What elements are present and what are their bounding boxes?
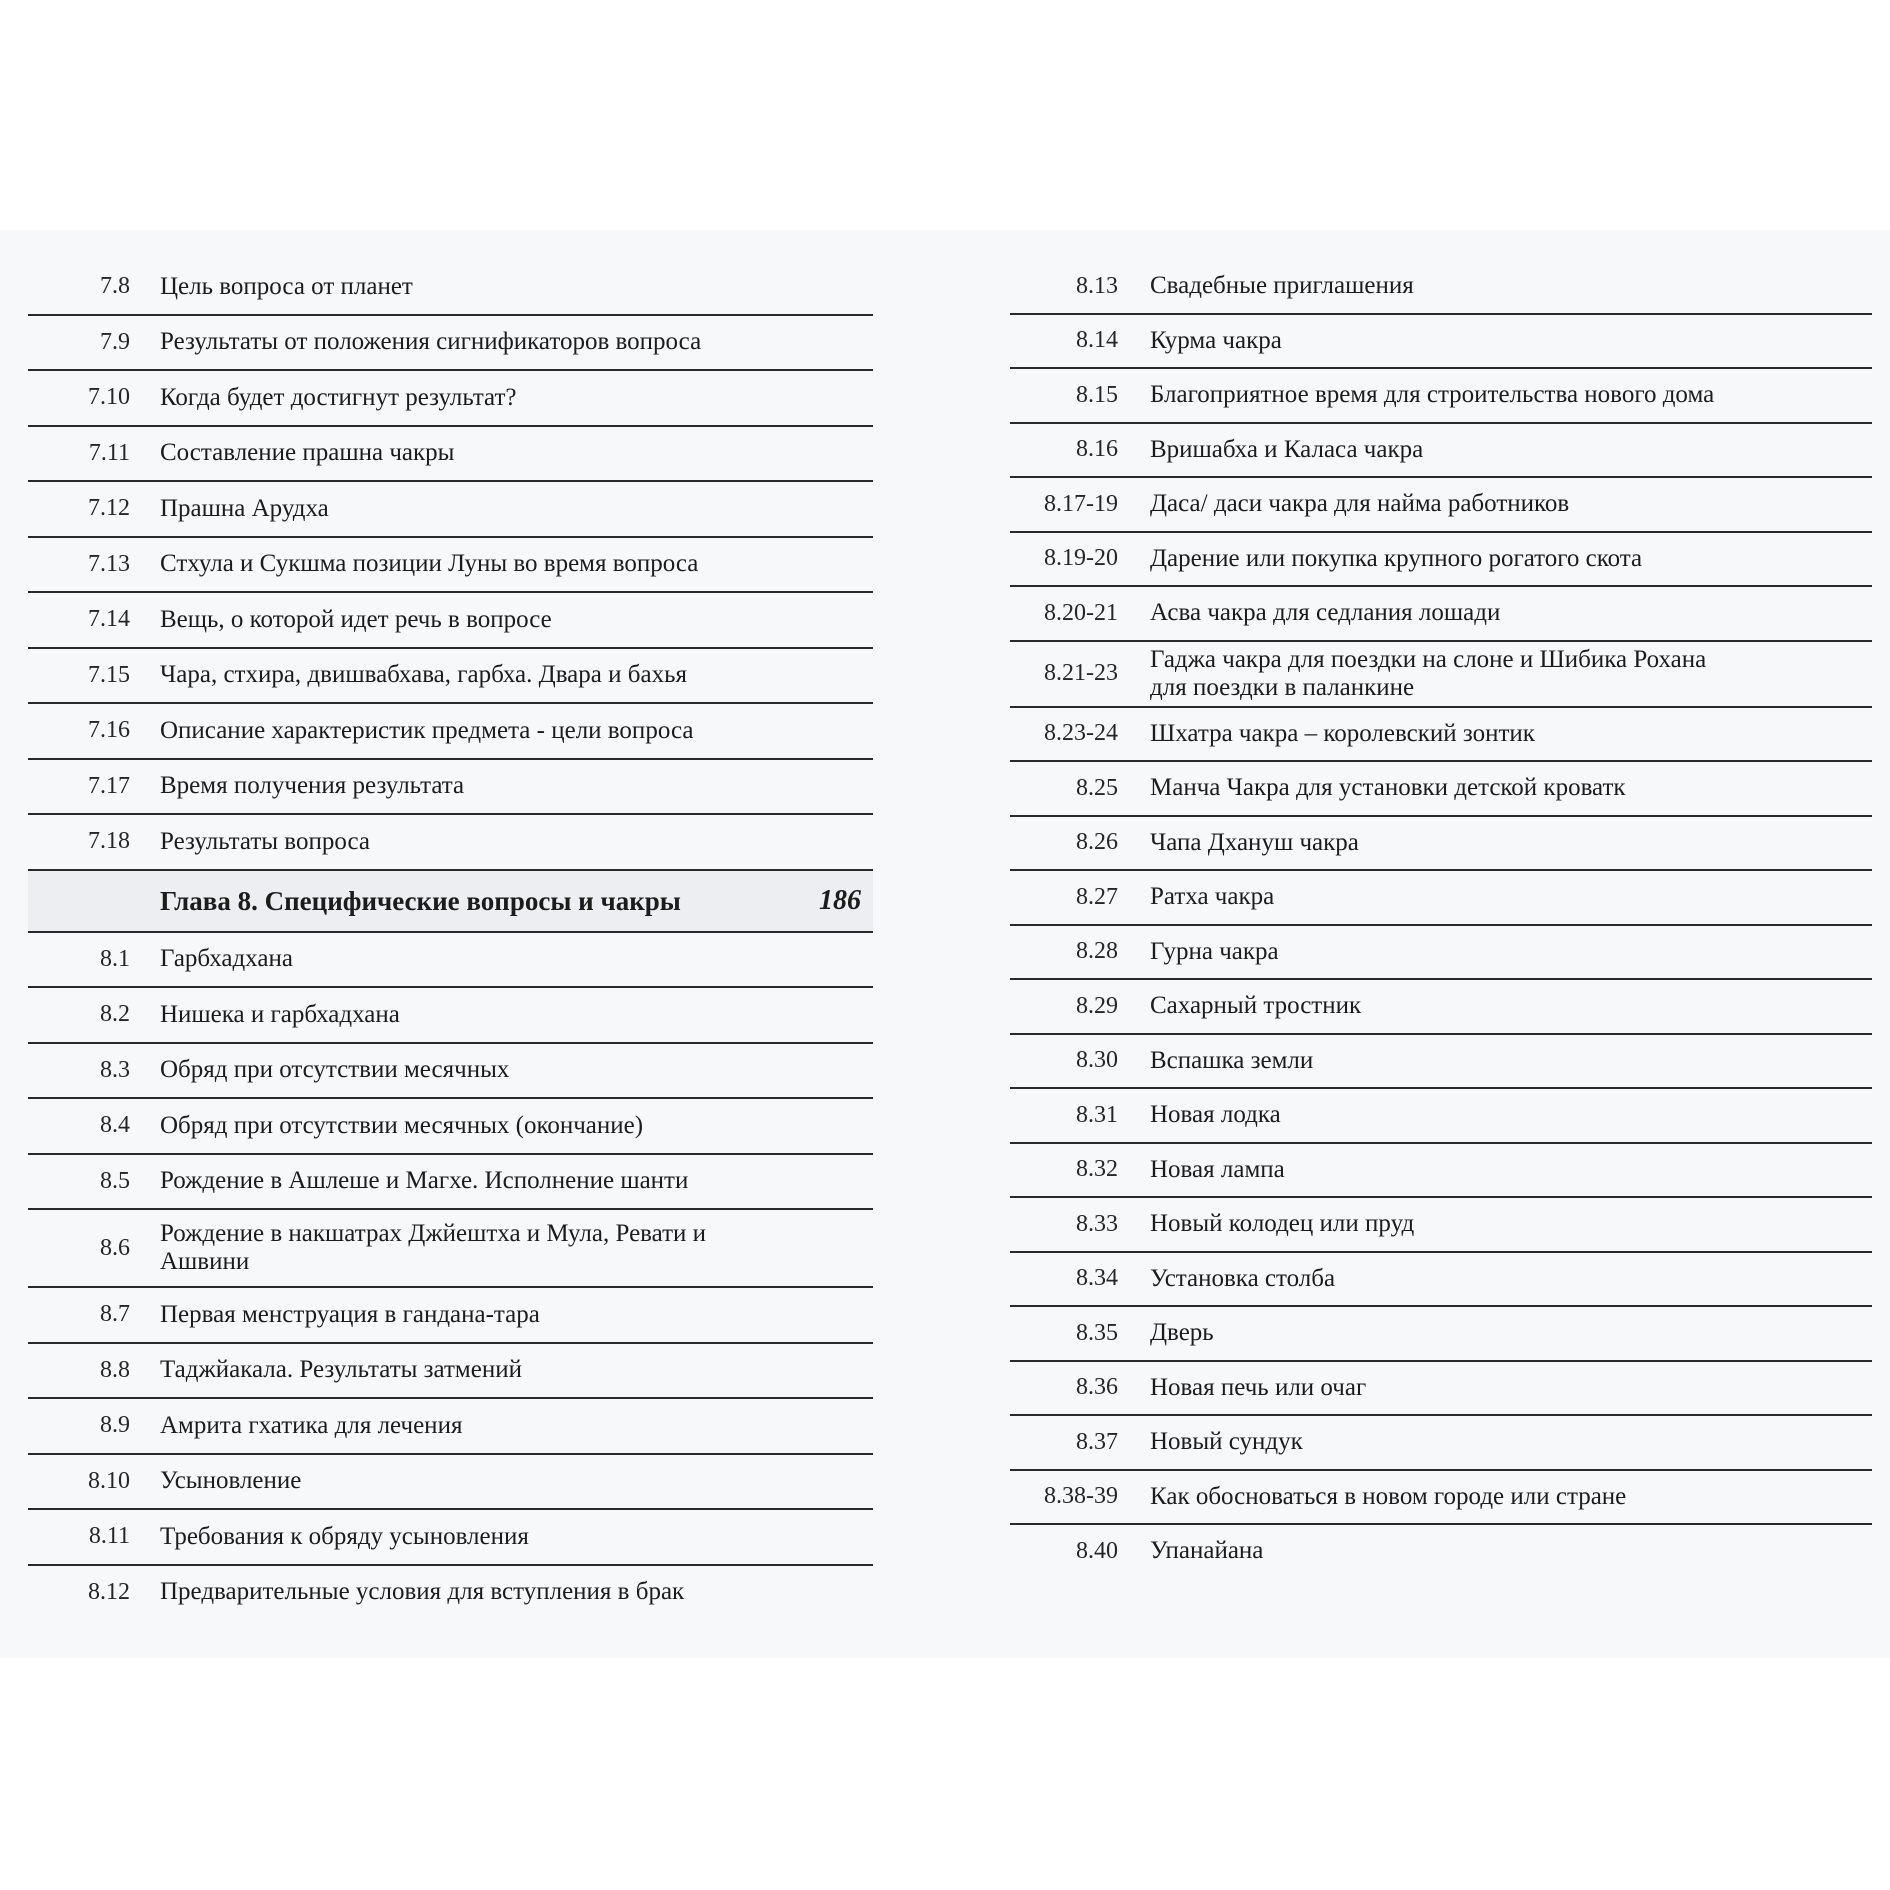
section-number: 7.9 <box>100 328 130 355</box>
chapter-heading-row <box>28 871 873 933</box>
section-title: Рождение в Ашлеше и Магхе. Исполнение шанти <box>160 1167 689 1195</box>
toc-row <box>1010 1362 1872 1417</box>
section-title: Амрита гхатика для лечения <box>160 1411 463 1439</box>
toc-row <box>28 815 873 871</box>
section-number: 8.4 <box>100 1112 130 1139</box>
section-number: 8.7 <box>100 1301 130 1328</box>
section-title: Гурна чакра <box>1150 937 1279 965</box>
section-number: 7.8 <box>100 273 130 300</box>
section-number: 8.34 <box>1076 1265 1118 1292</box>
toc-row <box>28 704 873 760</box>
chapter-page-number: 186 <box>819 884 861 916</box>
section-number: 8.16 <box>1076 436 1118 463</box>
section-title: Курма чакра <box>1150 326 1282 354</box>
section-title: Обряд при отсутствии месячных <box>160 1056 510 1084</box>
toc-row <box>28 1510 873 1566</box>
section-title: Новый сундук <box>1150 1428 1303 1456</box>
toc-row <box>28 933 873 989</box>
toc-row <box>28 1455 873 1511</box>
section-number: 8.25 <box>1076 774 1118 801</box>
section-number: 7.10 <box>88 384 130 411</box>
section-title: Асва чакра для седлания лошади <box>1150 599 1501 627</box>
section-number: 8.10 <box>88 1467 130 1494</box>
section-number: 8.29 <box>1076 992 1118 1019</box>
section-number: 8.30 <box>1076 1047 1118 1074</box>
toc-row <box>1010 708 1872 763</box>
toc-row <box>1010 315 1872 370</box>
section-number: 8.36 <box>1076 1374 1118 1401</box>
section-title: Цель вопроса от планет <box>160 272 413 300</box>
section-title: Предварительные условия для вступления в брак <box>160 1578 685 1606</box>
section-number: 8.6 <box>100 1234 130 1261</box>
toc-row <box>28 371 873 427</box>
section-number: 8.38-39 <box>1044 1483 1118 1510</box>
section-title: Дарение или покупка крупного рогатого скота <box>1150 544 1643 572</box>
section-title: Упанайана <box>1150 1537 1264 1565</box>
toc-row <box>1010 642 1872 708</box>
book-page-spread <box>0 230 1890 1658</box>
section-title: Требования к обряду усыновления <box>160 1522 529 1550</box>
section-title: Вспашка земли <box>1150 1046 1314 1074</box>
section-number: 8.23-24 <box>1044 720 1118 747</box>
section-title: Установка столба <box>1150 1264 1336 1292</box>
section-number: 8.2 <box>100 1001 130 1028</box>
section-title: Усыновление <box>160 1467 302 1495</box>
section-number: 8.8 <box>100 1356 130 1383</box>
section-number: 7.13 <box>88 550 130 577</box>
section-title: Первая менструация в гандана-тара <box>160 1300 540 1328</box>
section-number: 8.17-19 <box>1044 490 1118 517</box>
toc-row <box>28 1099 873 1155</box>
section-title: Результаты от положения сигнификаторов вопроса <box>160 328 702 356</box>
toc-row <box>28 1044 873 1100</box>
section-number: 8.26 <box>1076 829 1118 856</box>
toc-row <box>28 1288 873 1344</box>
toc-row <box>28 482 873 538</box>
toc-row <box>1010 926 1872 981</box>
toc-row <box>1010 587 1872 642</box>
toc-row <box>28 1155 873 1211</box>
section-title: Стхула и Сукшма позиции Луны во время вопроса <box>160 550 699 578</box>
section-title: Даса/ даси чакра для найма работников <box>1150 490 1570 518</box>
section-number: 8.37 <box>1076 1428 1118 1455</box>
toc-row <box>28 1566 873 1620</box>
section-title: Манча Чакра для установки детской кроватк <box>1150 774 1626 802</box>
toc-row <box>1010 817 1872 872</box>
section-title: Как обосноваться в новом городе или стране <box>1150 1482 1627 1510</box>
section-title: Таджйакала. Результаты затмений <box>160 1356 522 1384</box>
section-title: Описание характеристик предмета - цели вопроса <box>160 716 694 744</box>
toc-row <box>28 260 873 316</box>
section-title: Обряд при отсутствии месячных (окончание) <box>160 1111 644 1139</box>
section-title: Гарбхадхана <box>160 945 293 973</box>
section-number: 8.9 <box>100 1412 130 1439</box>
toc-row <box>1010 762 1872 817</box>
section-number: 8.14 <box>1076 327 1118 354</box>
toc-row <box>1010 1525 1872 1578</box>
toc-row <box>28 427 873 483</box>
section-title: Ратха чакра <box>1150 883 1275 911</box>
toc-row <box>28 316 873 372</box>
toc-row <box>1010 533 1872 588</box>
section-number: 7.17 <box>88 772 130 799</box>
section-title: Время получения результата <box>160 772 465 800</box>
section-number: 7.11 <box>88 439 130 466</box>
section-title: Когда будет достигнут результат? <box>160 383 517 411</box>
section-number: 8.40 <box>1076 1537 1118 1564</box>
toc-row <box>28 988 873 1044</box>
section-title: Новый колодец или пруд <box>1150 1210 1415 1238</box>
section-title: Вещь, о которой идет речь в вопросе <box>160 605 552 633</box>
toc-left-column <box>28 260 873 1619</box>
section-number: 8.31 <box>1076 1101 1118 1128</box>
toc-row <box>1010 424 1872 479</box>
section-title: Чапа Дхануш чакра <box>1150 828 1359 856</box>
section-number: 8.5 <box>100 1167 130 1194</box>
toc-row <box>1010 980 1872 1035</box>
section-number: 8.20-21 <box>1044 599 1118 626</box>
section-number: 8.27 <box>1076 883 1118 910</box>
toc-row <box>28 760 873 816</box>
section-number: 8.12 <box>88 1578 130 1605</box>
chapter-title: Глава 8. Специфические вопросы и чакры <box>160 885 681 916</box>
section-number: 7.18 <box>88 828 130 855</box>
toc-row <box>28 538 873 594</box>
toc-row <box>28 593 873 649</box>
toc-row <box>1010 1198 1872 1253</box>
section-title: Новая лампа <box>1150 1155 1285 1183</box>
section-title: Чара, стхира, двишвабхава, гарбха. Двара и бахья <box>160 661 687 689</box>
section-title: Гаджа чакра для поездки на слоне и Шибика Рохана для поездки в паланкине <box>1150 645 1707 701</box>
toc-row <box>1010 1089 1872 1144</box>
section-number: 8.33 <box>1076 1210 1118 1237</box>
section-title: Шхатра чакра – королевский зонтик <box>1150 719 1535 747</box>
toc-row <box>1010 1307 1872 1362</box>
section-number: 8.35 <box>1076 1319 1118 1346</box>
section-number: 7.14 <box>88 606 130 633</box>
section-title: Нишека и гарбхадхана <box>160 1000 400 1028</box>
section-number: 8.21-23 <box>1044 660 1118 686</box>
toc-row <box>1010 871 1872 926</box>
section-title: Свадебные приглашения <box>1150 272 1414 300</box>
section-title: Благоприятное время для строительства нового дома <box>1150 381 1715 409</box>
toc-row <box>28 649 873 705</box>
section-title: Результаты вопроса <box>160 827 370 855</box>
section-number: 7.15 <box>88 661 130 688</box>
toc-row <box>1010 369 1872 424</box>
section-title: Сахарный тростник <box>1150 992 1362 1020</box>
section-number: 8.3 <box>100 1056 130 1083</box>
toc-row <box>28 1210 873 1288</box>
section-number: 8.15 <box>1076 381 1118 408</box>
section-number: 8.28 <box>1076 938 1118 965</box>
section-number: 7.12 <box>88 495 130 522</box>
section-number: 8.32 <box>1076 1156 1118 1183</box>
section-title: Прашна Арудха <box>160 494 329 522</box>
toc-row <box>1010 1471 1872 1526</box>
section-number: 8.13 <box>1076 272 1118 299</box>
toc-row <box>1010 478 1872 533</box>
toc-row <box>1010 1416 1872 1471</box>
toc-row <box>1010 260 1872 315</box>
section-title: Новая лодка <box>1150 1101 1281 1129</box>
section-title: Вришабха и Каласа чакра <box>1150 435 1424 463</box>
section-title: Дверь <box>1150 1319 1214 1347</box>
toc-row <box>1010 1253 1872 1308</box>
toc-right-column <box>1010 260 1872 1578</box>
section-number: 7.16 <box>88 717 130 744</box>
section-number: 8.11 <box>88 1523 130 1550</box>
toc-row <box>28 1344 873 1400</box>
toc-row <box>1010 1035 1872 1090</box>
toc-row <box>1010 1144 1872 1199</box>
section-title: Новая печь или очаг <box>1150 1373 1367 1401</box>
section-title: Рождение в накшатрах Джйештха и Мула, Ревати и Ашвини <box>160 1220 707 1275</box>
section-title: Составление прашна чакры <box>160 439 455 467</box>
toc-row <box>28 1399 873 1455</box>
section-number: 8.1 <box>100 945 130 972</box>
section-number: 8.19-20 <box>1044 545 1118 572</box>
